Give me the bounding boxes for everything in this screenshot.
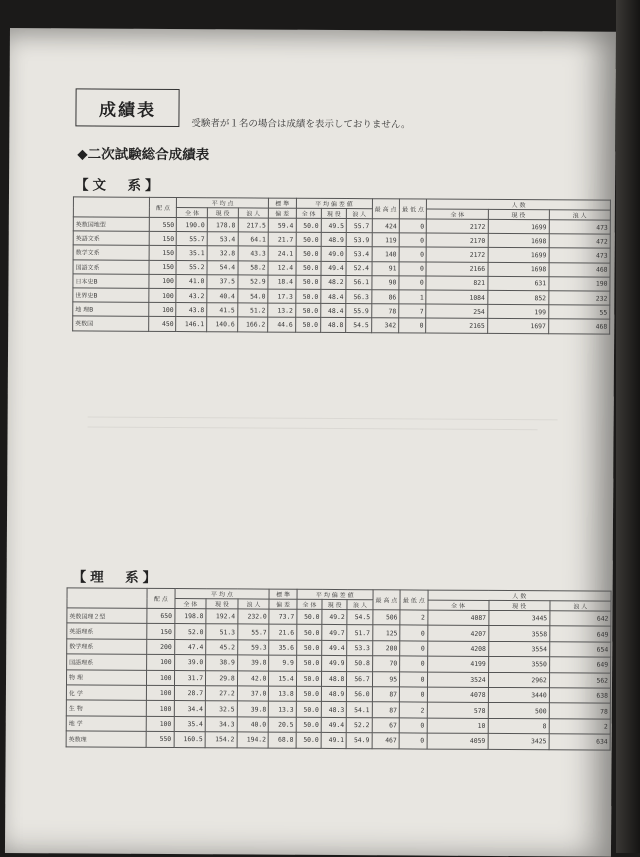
value-cell: 50.0 — [295, 275, 320, 289]
value-cell: 87 — [372, 702, 399, 718]
rikei-label: 【理 系】 — [72, 569, 161, 586]
value-cell: 450 — [149, 317, 177, 331]
value-cell: 24.1 — [268, 246, 296, 260]
value-cell: 424 — [372, 219, 400, 233]
value-cell: 642 — [550, 611, 611, 627]
value-cell: 2172 — [427, 219, 488, 234]
value-cell: 467 — [372, 733, 399, 749]
value-cell: 9.9 — [269, 655, 296, 671]
value-cell: 51.3 — [206, 624, 238, 640]
value-cell: 78 — [549, 703, 610, 719]
rounin-header: 浪 人 — [550, 601, 611, 611]
hyoujun-header: 標 準 — [269, 198, 296, 208]
value-cell: 21.6 — [269, 624, 296, 640]
value-cell: 32.5 — [205, 701, 237, 717]
value-cell: 59.3 — [237, 640, 269, 656]
genneki-header: 現 役 — [322, 599, 347, 609]
value-cell: 17.3 — [268, 289, 296, 303]
value-cell: 54.9 — [346, 733, 371, 749]
genneki-header: 現 役 — [488, 209, 549, 219]
value-cell: 4078 — [427, 687, 488, 703]
value-cell: 27.2 — [206, 686, 238, 702]
value-cell: 55.7 — [346, 219, 371, 233]
value-cell: 654 — [549, 642, 610, 658]
value-cell: 0 — [399, 233, 427, 247]
value-cell: 160.5 — [174, 732, 206, 748]
subject-cell: 国語文系 — [73, 259, 149, 274]
value-cell: 55.7 — [238, 624, 270, 640]
saiteiten-header: 最 低 点 — [399, 199, 427, 219]
value-cell: 125 — [372, 625, 399, 641]
value-cell: 56.7 — [347, 671, 372, 687]
value-cell: 28.7 — [174, 685, 206, 701]
value-cell: 39.0 — [174, 655, 206, 671]
value-cell: 40.4 — [207, 289, 238, 303]
rounin-header: 浪 人 — [347, 600, 372, 610]
value-cell: 90 — [371, 275, 399, 289]
value-cell: 100 — [149, 302, 177, 316]
show-through-line — [88, 416, 558, 420]
value-cell: 53.4 — [346, 247, 371, 261]
bunkei-score-table — [72, 196, 611, 334]
zentai-header: 全 体 — [177, 208, 208, 218]
value-cell: 48.3 — [321, 702, 346, 718]
value-cell: 1084 — [426, 290, 487, 305]
value-cell: 48.9 — [321, 686, 346, 702]
saiteiten-header: 最 低 点 — [400, 590, 428, 610]
value-cell: 43.2 — [176, 288, 207, 302]
value-cell: 43.3 — [238, 246, 269, 260]
value-cell: 53.9 — [346, 233, 371, 247]
value-cell: 41.5 — [207, 303, 238, 317]
heikin-hensachi-header: 平 均 偏 差 値 — [297, 589, 373, 599]
value-cell: 2 — [549, 719, 610, 735]
value-cell: 100 — [146, 701, 173, 717]
value-cell: 100 — [146, 716, 173, 732]
value-cell: 47.4 — [174, 639, 206, 655]
value-cell: 649 — [549, 657, 610, 673]
value-cell: 550 — [146, 731, 173, 747]
value-cell: 35.4 — [174, 716, 206, 732]
value-cell: 44.6 — [268, 317, 296, 331]
value-cell: 2962 — [488, 672, 549, 688]
value-cell: 49.5 — [321, 218, 346, 232]
value-cell: 50.0 — [296, 261, 321, 275]
haiten-header: 配 点 — [149, 197, 177, 217]
saikouten-header: 最 高 点 — [373, 590, 401, 610]
value-cell: 178.8 — [207, 218, 238, 232]
value-cell: 2166 — [426, 262, 487, 277]
subject-cell: 数学文系 — [73, 245, 149, 260]
value-cell: 342 — [371, 318, 399, 332]
subject-cell: 英数国理２型 — [67, 608, 147, 624]
zentai-header: 全 体 — [174, 599, 206, 609]
value-cell: 12.4 — [268, 261, 296, 275]
hyoujun-header: 標 準 — [269, 589, 296, 599]
value-cell: 0 — [399, 261, 427, 275]
value-cell: 100 — [147, 685, 174, 701]
value-cell: 1698 — [488, 262, 549, 277]
value-cell: 37.5 — [207, 274, 238, 288]
value-cell: 2170 — [427, 233, 488, 248]
subject-cell: 世界史B — [73, 288, 149, 303]
value-cell: 190 — [549, 277, 610, 292]
value-cell: 50.0 — [296, 655, 321, 671]
value-cell: 50.0 — [296, 732, 321, 748]
value-cell: 473 — [549, 248, 610, 263]
value-cell: 50.0 — [297, 625, 322, 641]
value-cell: 52.4 — [346, 261, 371, 275]
value-cell: 3524 — [427, 672, 488, 688]
value-cell: 55.7 — [177, 232, 208, 246]
value-cell: 56.3 — [346, 289, 371, 303]
subject-cell: 地 学 — [66, 716, 146, 732]
value-cell: 4199 — [427, 656, 488, 672]
rounin-header: 浪 人 — [238, 208, 269, 218]
value-cell: 54.4 — [207, 260, 238, 274]
value-cell: 50.0 — [295, 303, 320, 317]
value-cell: 190.0 — [177, 218, 208, 232]
value-cell: 473 — [549, 220, 610, 235]
report-page — [5, 28, 616, 857]
rounin-header: 浪 人 — [346, 209, 371, 219]
value-cell: 56.1 — [346, 275, 371, 289]
value-cell: 49.9 — [322, 656, 347, 672]
value-cell: 0 — [400, 656, 427, 672]
subject-cell: 英語文系 — [73, 231, 149, 246]
value-cell: 150 — [149, 260, 177, 274]
value-cell: 73.7 — [269, 609, 296, 625]
value-cell: 1 — [399, 290, 427, 304]
value-cell: 18.4 — [268, 275, 296, 289]
value-cell: 3445 — [488, 610, 549, 626]
value-cell: 48.8 — [320, 318, 345, 332]
value-cell: 0 — [399, 247, 427, 261]
value-cell: 13.8 — [269, 686, 296, 702]
value-cell: 40.0 — [237, 717, 269, 733]
subject-cell: 英語理系 — [67, 623, 147, 639]
value-cell: 2 — [400, 610, 427, 626]
zentai-header: 全 体 — [427, 209, 488, 219]
zentai-header: 全 体 — [427, 600, 488, 610]
value-cell: 0 — [399, 276, 427, 290]
value-cell: 49.7 — [322, 625, 347, 641]
value-cell: 37.0 — [237, 686, 269, 702]
value-cell: 2165 — [426, 318, 487, 333]
value-cell: 50.8 — [347, 656, 372, 672]
value-cell: 232 — [549, 291, 610, 306]
value-cell: 150 — [149, 246, 177, 260]
subject-cell: 国語理系 — [67, 654, 147, 670]
hensa-header: 偏 差 — [268, 208, 295, 218]
value-cell: 192.4 — [206, 609, 238, 625]
value-cell: 59.4 — [268, 218, 296, 232]
subject-header — [73, 197, 149, 217]
subject-cell: 英数理 — [66, 731, 146, 747]
subject-cell: 化 学 — [66, 685, 146, 701]
value-cell: 41.0 — [176, 274, 207, 288]
subject-cell: 英数国地型 — [73, 217, 149, 232]
value-cell: 53.3 — [347, 640, 372, 656]
hensa-header: 偏 差 — [269, 599, 296, 609]
value-cell: 52.9 — [237, 275, 268, 289]
value-cell: 50.0 — [297, 609, 322, 625]
section-heading: ◆二次試験総合成績表 — [77, 146, 210, 164]
value-cell: 54.5 — [347, 610, 372, 626]
value-cell: 68.8 — [268, 732, 295, 748]
value-cell: 468 — [548, 319, 609, 334]
value-cell: 48.8 — [322, 671, 347, 687]
value-cell: 100 — [149, 288, 177, 302]
value-cell: 0 — [400, 671, 427, 687]
table-row — [66, 731, 610, 750]
value-cell: 50.0 — [296, 717, 321, 733]
value-cell: 634 — [549, 734, 610, 750]
subject-cell: 日本史B — [73, 274, 149, 289]
value-cell: 38.9 — [206, 655, 238, 671]
value-cell: 852 — [487, 290, 548, 305]
value-cell: 0 — [400, 641, 427, 657]
value-cell: 49.1 — [321, 733, 346, 749]
value-cell: 35.6 — [269, 640, 296, 656]
value-cell: 4208 — [427, 641, 488, 657]
ninzu-header: 人 数 — [428, 590, 612, 601]
value-cell: 13.3 — [269, 701, 296, 717]
value-cell: 50.0 — [295, 318, 320, 332]
value-cell: 45.2 — [206, 639, 238, 655]
saikouten-header: 最 高 点 — [372, 199, 400, 219]
value-cell: 140.6 — [207, 317, 238, 331]
subject-cell: 生 物 — [66, 700, 146, 716]
value-cell: 50.0 — [296, 247, 321, 261]
value-cell: 49.0 — [321, 247, 346, 261]
rikei-score-table — [66, 587, 612, 750]
value-cell: 49.2 — [322, 609, 347, 625]
value-cell: 52.2 — [347, 717, 372, 733]
notice-text: 受験者が１名の場合は成績を表示しておりません。 — [191, 118, 411, 131]
genneki-header: 現 役 — [207, 208, 238, 218]
genneki-header: 現 役 — [321, 208, 346, 218]
value-cell: 232.0 — [238, 609, 270, 625]
value-cell: 0 — [399, 318, 427, 332]
value-cell: 7 — [399, 304, 427, 318]
value-cell: 42.0 — [237, 670, 269, 686]
value-cell: 472 — [549, 234, 610, 249]
value-cell: 638 — [549, 688, 610, 704]
value-cell: 51.7 — [347, 625, 372, 641]
page-right-edge — [616, 0, 640, 853]
ninzu-header: 人 数 — [427, 199, 611, 210]
subject-cell: 英数国 — [73, 316, 149, 331]
value-cell: 100 — [147, 670, 174, 686]
value-cell: 468 — [549, 262, 610, 277]
value-cell: 199 — [487, 305, 548, 320]
value-cell: 70 — [372, 656, 399, 672]
value-cell: 50.0 — [296, 218, 321, 232]
value-cell: 506 — [373, 610, 400, 626]
rounin-header: 浪 人 — [238, 599, 270, 609]
value-cell: 140 — [372, 247, 400, 261]
value-cell: 67 — [372, 717, 399, 733]
value-cell: 95 — [372, 671, 399, 687]
value-cell: 500 — [488, 703, 549, 719]
value-cell: 1697 — [487, 319, 548, 334]
rounin-header: 浪 人 — [549, 210, 610, 220]
value-cell: 34.3 — [205, 716, 237, 732]
zentai-header: 全 体 — [297, 599, 322, 609]
value-cell: 150 — [149, 232, 177, 246]
value-cell: 13.2 — [268, 303, 296, 317]
value-cell: 1698 — [488, 234, 549, 249]
value-cell: 49.4 — [321, 261, 346, 275]
value-cell: 821 — [426, 276, 487, 291]
value-cell: 631 — [487, 276, 548, 291]
zentai-header: 全 体 — [296, 208, 321, 218]
value-cell: 50.0 — [296, 232, 321, 246]
value-cell: 4087 — [427, 610, 488, 626]
value-cell: 52.0 — [174, 624, 206, 640]
value-cell: 39.8 — [237, 701, 269, 717]
value-cell: 194.2 — [237, 732, 269, 748]
value-cell: 50.0 — [296, 702, 321, 718]
value-cell: 3554 — [488, 641, 549, 657]
subject-cell: 物 理 — [66, 669, 146, 685]
value-cell: 51.2 — [237, 303, 268, 317]
value-cell: 154.2 — [205, 732, 237, 748]
value-cell: 39.8 — [237, 655, 269, 671]
value-cell: 0 — [399, 718, 426, 734]
heikinten-header: 平 均 点 — [175, 589, 270, 600]
value-cell: 3425 — [488, 734, 549, 750]
value-cell: 166.2 — [237, 317, 268, 331]
value-cell: 0 — [399, 733, 426, 749]
value-cell: 48.4 — [321, 289, 346, 303]
haiten-header: 配 点 — [147, 588, 175, 608]
value-cell: 1699 — [488, 248, 549, 263]
value-cell: 55 — [548, 305, 609, 320]
value-cell: 34.4 — [174, 701, 206, 717]
value-cell: 78 — [371, 304, 399, 318]
value-cell: 49.4 — [322, 640, 347, 656]
value-cell: 31.7 — [174, 670, 206, 686]
value-cell: 0 — [399, 219, 427, 233]
value-cell: 91 — [371, 261, 399, 275]
value-cell: 2172 — [426, 247, 487, 262]
value-cell: 29.8 — [206, 670, 238, 686]
value-cell: 43.8 — [176, 303, 207, 317]
value-cell: 49.4 — [321, 717, 346, 733]
value-cell: 100 — [149, 274, 177, 288]
value-cell: 1699 — [488, 219, 549, 234]
value-cell: 2 — [399, 702, 426, 718]
genneki-header: 現 役 — [206, 599, 238, 609]
value-cell: 54.5 — [346, 318, 371, 332]
value-cell: 10 — [427, 718, 488, 734]
value-cell: 3440 — [488, 687, 549, 703]
genneki-header: 現 役 — [489, 600, 550, 610]
show-through-line — [88, 426, 538, 430]
value-cell: 20.5 — [269, 717, 296, 733]
heikinten-header: 平 均 点 — [177, 198, 269, 209]
value-cell: 649 — [550, 626, 611, 642]
value-cell: 198.8 — [174, 609, 206, 625]
value-cell: 64.1 — [238, 232, 269, 246]
value-cell: 55.2 — [176, 260, 207, 274]
value-cell: 53.4 — [207, 232, 238, 246]
value-cell: 50.0 — [296, 686, 321, 702]
value-cell: 8 — [488, 718, 549, 734]
value-cell: 150 — [147, 624, 174, 640]
value-cell: 86 — [371, 290, 399, 304]
value-cell: 4059 — [427, 733, 488, 749]
value-cell: 54.1 — [347, 702, 372, 718]
value-cell: 146.1 — [176, 317, 207, 331]
value-cell: 55.9 — [346, 304, 371, 318]
value-cell: 3558 — [488, 626, 549, 642]
value-cell: 4207 — [427, 625, 488, 641]
value-cell: 21.7 — [268, 232, 296, 246]
value-cell: 50.0 — [296, 671, 321, 687]
value-cell: 54.0 — [237, 289, 268, 303]
value-cell: 50.0 — [295, 289, 320, 303]
value-cell: 0 — [400, 625, 427, 641]
value-cell: 550 — [149, 217, 177, 231]
table-row — [73, 316, 610, 333]
value-cell: 217.5 — [238, 218, 269, 232]
bunkei-label: 【文 系】 — [74, 177, 163, 194]
subject-header — [67, 588, 147, 608]
value-cell: 56.0 — [347, 687, 372, 703]
value-cell: 48.4 — [321, 304, 346, 318]
subject-cell: 地 理B — [73, 302, 149, 317]
value-cell: 58.2 — [238, 260, 269, 274]
value-cell: 254 — [426, 304, 487, 319]
value-cell: 119 — [372, 233, 400, 247]
value-cell: 35.1 — [176, 246, 207, 260]
value-cell: 200 — [147, 639, 174, 655]
value-cell: 15.4 — [269, 671, 296, 687]
value-cell: 32.8 — [207, 246, 238, 260]
value-cell: 578 — [427, 702, 488, 718]
value-cell: 48.2 — [321, 275, 346, 289]
value-cell: 3550 — [488, 657, 549, 673]
heikin-hensachi-header: 平 均 偏 差 値 — [296, 198, 372, 208]
value-cell: 200 — [372, 641, 399, 657]
value-cell: 48.9 — [321, 233, 346, 247]
value-cell: 100 — [147, 655, 174, 671]
value-cell: 562 — [549, 672, 610, 688]
value-cell: 50.0 — [296, 640, 321, 656]
value-cell: 87 — [372, 687, 399, 703]
subject-cell: 数学理系 — [67, 639, 147, 655]
value-cell: 650 — [147, 608, 174, 624]
value-cell: 0 — [399, 687, 426, 703]
page-title: 成績表 — [75, 88, 179, 127]
